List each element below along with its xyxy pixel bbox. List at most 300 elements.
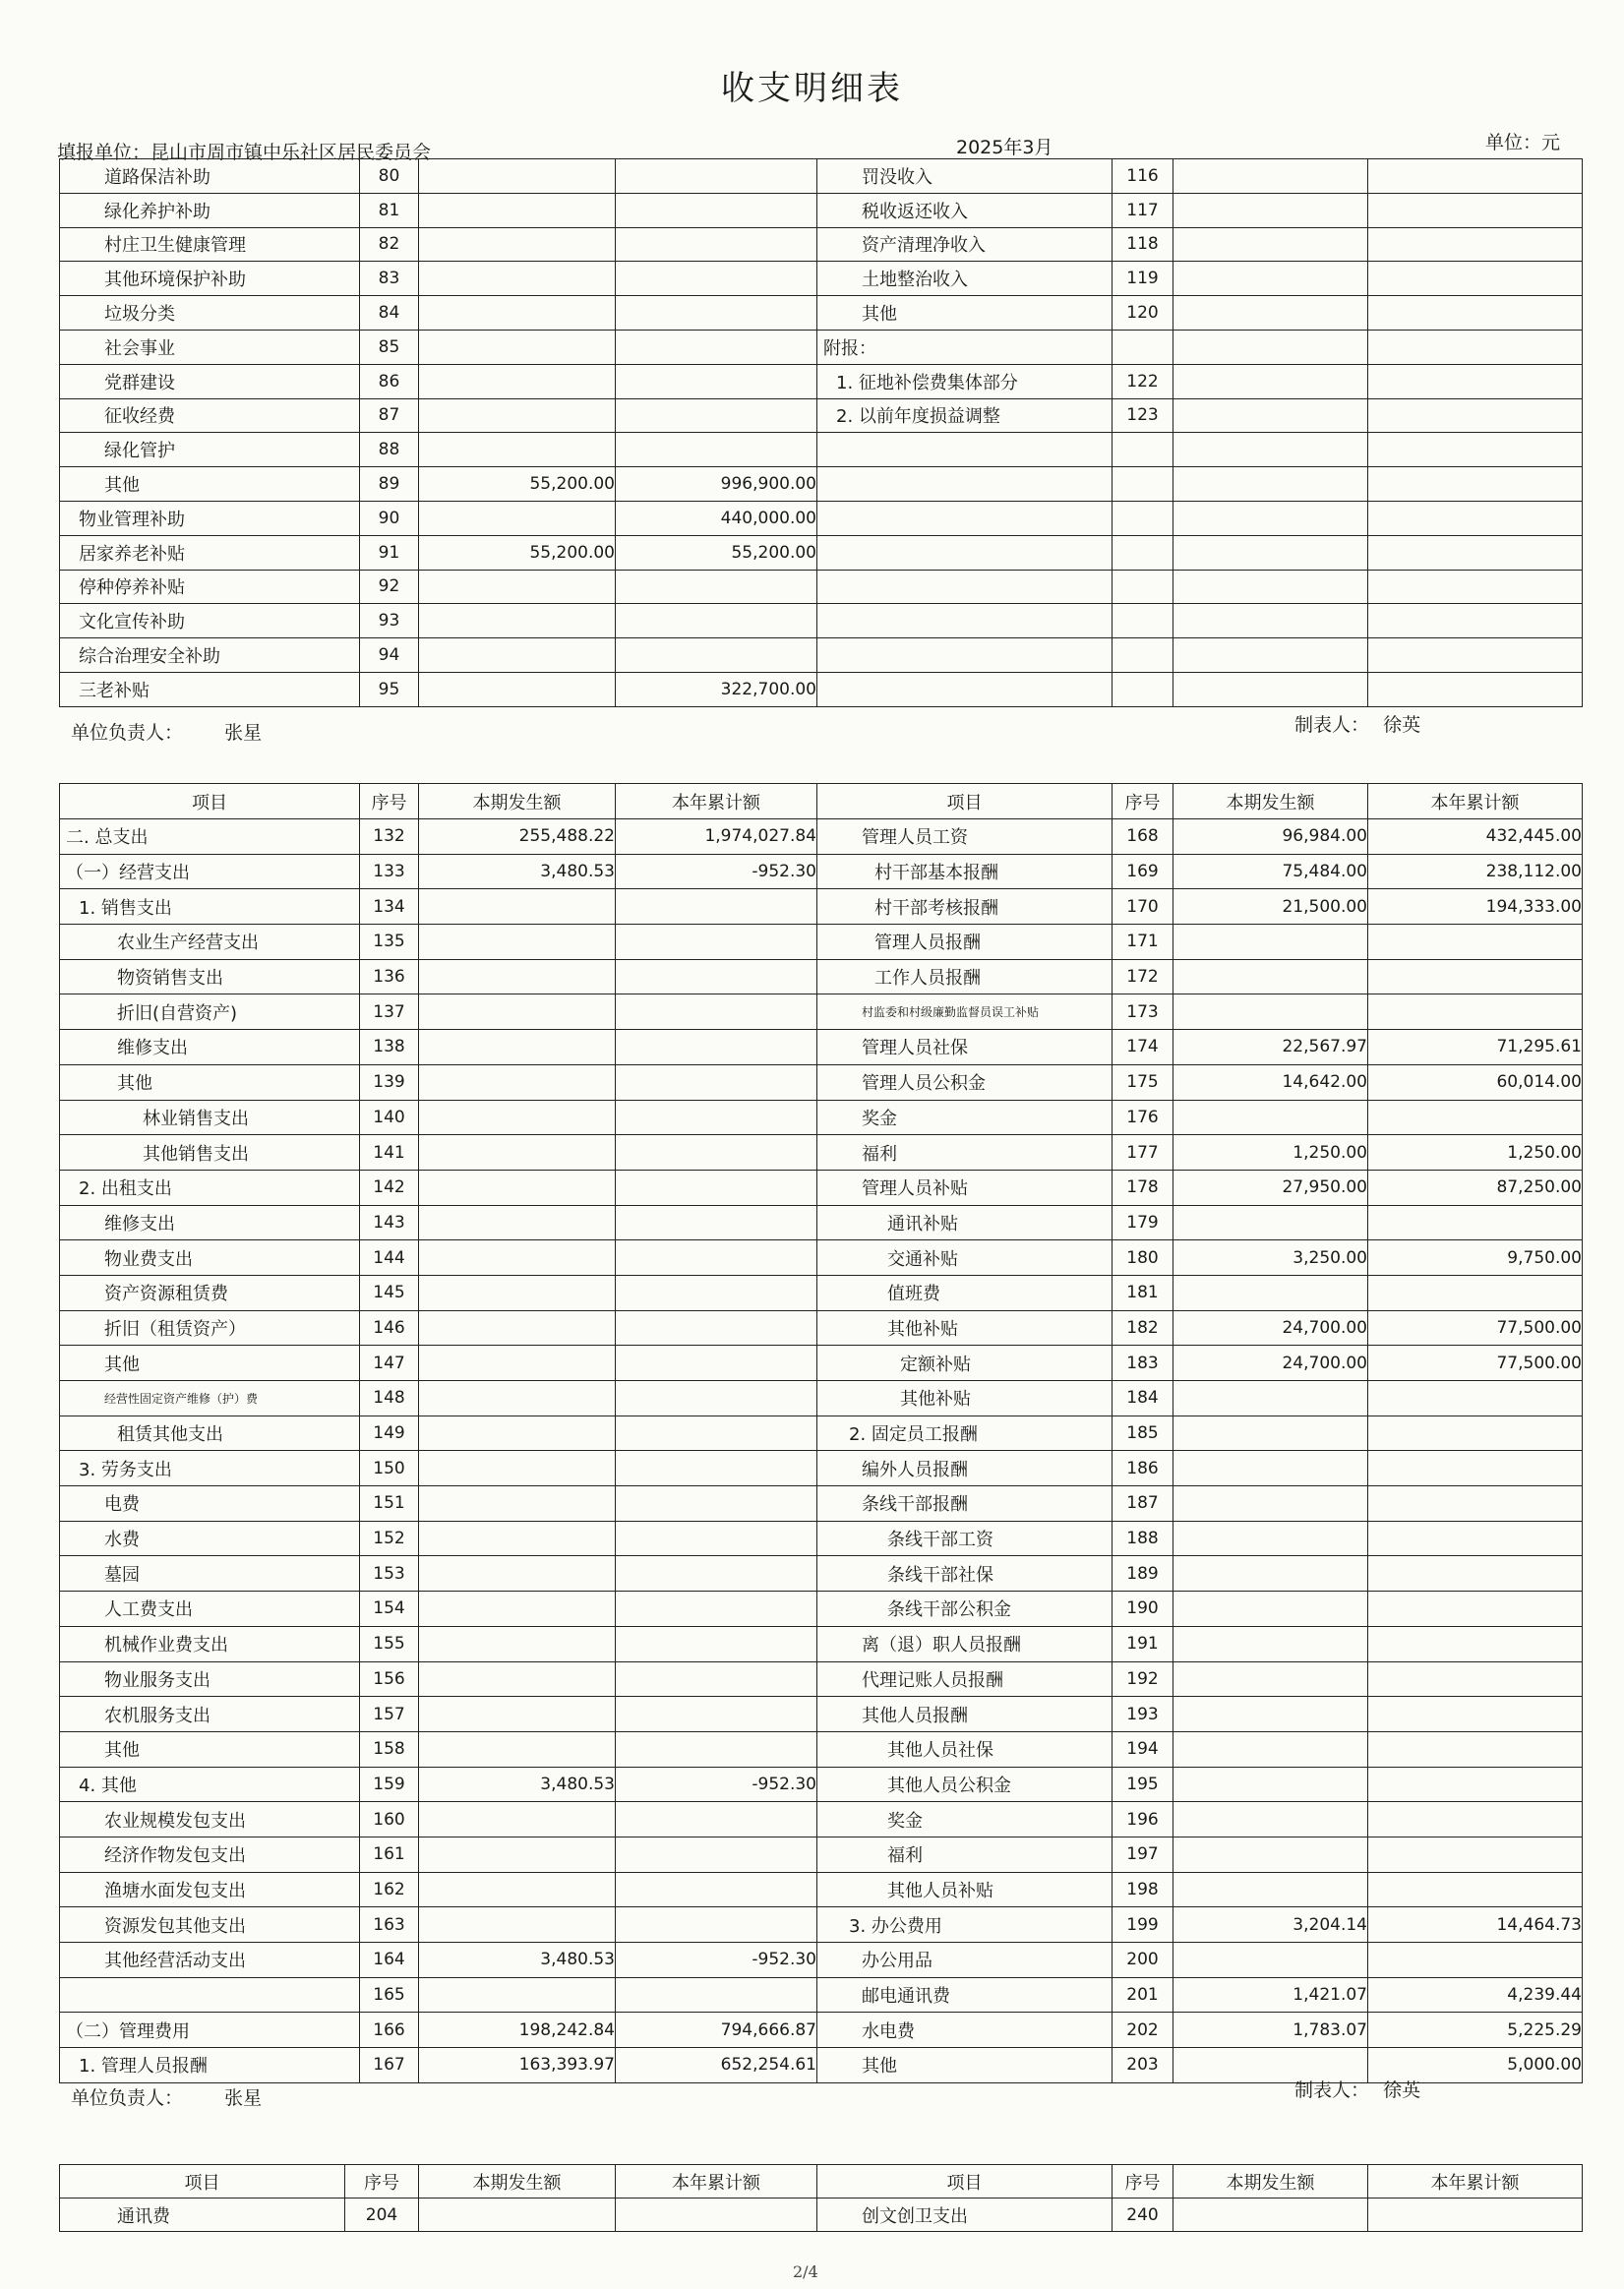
cell-seq: 193 xyxy=(1113,1697,1173,1732)
cell-current-amount xyxy=(1173,262,1368,296)
cell-ytd-amount xyxy=(616,1451,817,1486)
cell-ytd-amount: 322,700.00 xyxy=(616,672,817,706)
cell-current-amount xyxy=(419,638,616,673)
cell-item xyxy=(817,604,1113,638)
cell-item: 代理记账人员报酬 xyxy=(817,1661,1113,1697)
cell-current-amount: 1,783.07 xyxy=(1173,2013,1368,2048)
cell-current-amount xyxy=(1173,994,1368,1030)
cell-item: 林业销售支出 xyxy=(60,1100,360,1135)
table-row xyxy=(60,854,1583,889)
cell-item xyxy=(60,1977,360,2013)
col-header-ytd: 本年累计额 xyxy=(1368,2165,1583,2199)
cell-ytd-amount: 87,250.00 xyxy=(1368,1170,1583,1205)
cell-item: 水电费 xyxy=(817,2013,1113,2048)
cell-ytd-amount xyxy=(616,227,817,262)
unit-leader-name: 张星 xyxy=(224,722,263,744)
cell-ytd-amount xyxy=(616,398,817,433)
cell-ytd-amount xyxy=(1368,1275,1583,1310)
cell-ytd-amount xyxy=(616,159,817,194)
table-row xyxy=(60,959,1583,994)
cell-item: 三老补贴 xyxy=(60,672,360,706)
cell-item xyxy=(817,570,1113,604)
col-header-item: 项目 xyxy=(60,2165,345,2199)
cell-ytd-amount xyxy=(1368,1416,1583,1451)
cell-ytd-amount: 1,974,027.84 xyxy=(616,819,817,855)
table-row xyxy=(60,1100,1583,1135)
cell-item: 值班费 xyxy=(817,1275,1113,1310)
reporting-unit-name: 昆山市周市镇中乐社区居民委员会 xyxy=(150,142,432,163)
col-header-ytd: 本年累计额 xyxy=(616,2165,817,2199)
cell-item: 电费 xyxy=(60,1486,360,1522)
cell-seq: 153 xyxy=(360,1556,419,1592)
cell-current-amount xyxy=(419,1592,616,1627)
cell-current-amount xyxy=(1173,1767,1368,1802)
cell-item: 其他环境保护补助 xyxy=(60,262,360,296)
cell-ytd-amount xyxy=(616,1802,817,1837)
cell-ytd-amount xyxy=(616,1135,817,1171)
cell-seq: 80 xyxy=(360,159,419,194)
cell-current-amount xyxy=(1173,925,1368,960)
cell-item: 物业费支出 xyxy=(60,1240,360,1276)
table-row xyxy=(60,501,1583,535)
cell-current-amount: 3,480.53 xyxy=(419,1943,616,1978)
cell-item: 福利 xyxy=(817,1837,1113,1872)
cell-seq: 166 xyxy=(360,2013,419,2048)
cell-current-amount xyxy=(419,1240,616,1276)
table-header-row xyxy=(60,2165,1583,2199)
cell-current-amount xyxy=(1173,959,1368,994)
table-row xyxy=(60,1064,1583,1100)
cell-item: （二）管理费用 xyxy=(60,2013,360,2048)
cell-seq: 182 xyxy=(1113,1310,1173,1346)
cell-ytd-amount xyxy=(1368,1872,1583,1907)
cell-current-amount xyxy=(419,330,616,364)
cell-ytd-amount xyxy=(1368,262,1583,296)
cell-item xyxy=(817,638,1113,673)
table-row xyxy=(60,535,1583,570)
cell-item: 停种停养补贴 xyxy=(60,570,360,604)
cell-ytd-amount: 440,000.00 xyxy=(616,501,817,535)
cell-item: 道路保洁补助 xyxy=(60,159,360,194)
cell-ytd-amount xyxy=(616,1416,817,1451)
cell-item: 资源发包其他支出 xyxy=(60,1907,360,1943)
cell-ytd-amount xyxy=(616,330,817,364)
cell-ytd-amount xyxy=(616,638,817,673)
cell-ytd-amount: 238,112.00 xyxy=(1368,854,1583,889)
cell-ytd-amount: 77,500.00 xyxy=(1368,1346,1583,1381)
cell-seq: 185 xyxy=(1113,1416,1173,1451)
cell-item: 附报： xyxy=(817,330,1113,364)
cell-ytd-amount xyxy=(616,1100,817,1135)
cell-ytd-amount: -952.30 xyxy=(616,854,817,889)
cell-current-amount xyxy=(419,433,616,467)
cell-seq: 84 xyxy=(360,296,419,331)
cell-seq: 195 xyxy=(1113,1767,1173,1802)
cell-item: 物业管理补助 xyxy=(60,501,360,535)
cell-current-amount xyxy=(1173,1451,1368,1486)
cell-ytd-amount xyxy=(1368,925,1583,960)
table-row xyxy=(60,2199,1583,2232)
cell-item: 折旧（租赁资产） xyxy=(60,1310,360,1346)
cell-current-amount: 27,950.00 xyxy=(1173,1170,1368,1205)
cell-item: 经营性固定资产维修（护）费 xyxy=(60,1381,360,1416)
cell-seq: 116 xyxy=(1113,159,1173,194)
cell-item: 农业生产经营支出 xyxy=(60,925,360,960)
cell-ytd-amount xyxy=(616,2199,817,2232)
cell-current-amount xyxy=(419,1135,616,1171)
cell-item: 农机服务支出 xyxy=(60,1697,360,1732)
table-row xyxy=(60,193,1583,227)
cell-current-amount xyxy=(1173,638,1368,673)
cell-current-amount xyxy=(419,1064,616,1100)
cell-ytd-amount xyxy=(1368,1767,1583,1802)
table-row xyxy=(60,1872,1583,1907)
cell-current-amount xyxy=(1173,1837,1368,1872)
col-header-current: 本期发生额 xyxy=(1173,2165,1368,2199)
cell-seq: 92 xyxy=(360,570,419,604)
cell-seq: 154 xyxy=(360,1592,419,1627)
cell-item: 墓园 xyxy=(60,1556,360,1592)
cell-current-amount xyxy=(419,1907,616,1943)
cell-item: 条线干部报酬 xyxy=(817,1486,1113,1522)
table-row xyxy=(60,1977,1583,2013)
cell-seq: 141 xyxy=(360,1135,419,1171)
cell-current-amount xyxy=(1173,193,1368,227)
cell-ytd-amount xyxy=(1368,672,1583,706)
cell-current-amount xyxy=(419,889,616,925)
cell-seq xyxy=(1113,604,1173,638)
cell-seq xyxy=(1113,330,1173,364)
table-row xyxy=(60,1943,1583,1978)
cell-seq: 93 xyxy=(360,604,419,638)
reporting-unit-label: 填报单位： xyxy=(57,142,151,163)
cell-current-amount xyxy=(419,2199,616,2232)
cell-ytd-amount xyxy=(616,1381,817,1416)
cell-ytd-amount xyxy=(1368,638,1583,673)
cell-seq: 168 xyxy=(1113,819,1173,855)
cell-seq xyxy=(1113,672,1173,706)
cell-current-amount xyxy=(1173,227,1368,262)
cell-seq: 138 xyxy=(360,1030,419,1065)
cell-ytd-amount xyxy=(616,193,817,227)
cell-ytd-amount xyxy=(1368,535,1583,570)
cell-current-amount xyxy=(1173,1416,1368,1451)
cell-item: 4. 其他 xyxy=(60,1767,360,1802)
cell-current-amount xyxy=(419,1030,616,1065)
cell-item: 居家养老补贴 xyxy=(60,535,360,570)
cell-ytd-amount: 14,464.73 xyxy=(1368,1907,1583,1943)
cell-seq: 190 xyxy=(1113,1592,1173,1627)
cell-seq: 89 xyxy=(360,467,419,502)
cell-seq: 176 xyxy=(1113,1100,1173,1135)
cell-item: 折旧(自营资产) xyxy=(60,994,360,1030)
cell-current-amount xyxy=(419,672,616,706)
cell-current-amount xyxy=(1173,1731,1368,1767)
cell-seq: 173 xyxy=(1113,994,1173,1030)
cell-current-amount xyxy=(1173,1205,1368,1240)
cell-seq: 240 xyxy=(1113,2199,1173,2232)
table-row xyxy=(60,1030,1583,1065)
cell-seq: 169 xyxy=(1113,854,1173,889)
cell-ytd-amount: 4,239.44 xyxy=(1368,1977,1583,2013)
cell-current-amount xyxy=(419,1205,616,1240)
cell-seq: 117 xyxy=(1113,193,1173,227)
cell-ytd-amount xyxy=(1368,1837,1583,1872)
cell-seq: 81 xyxy=(360,193,419,227)
cell-item: 工作人员报酬 xyxy=(817,959,1113,994)
cell-seq: 123 xyxy=(1113,398,1173,433)
cell-item: 其他 xyxy=(60,1064,360,1100)
cell-item: 离（退）职人员报酬 xyxy=(817,1626,1113,1661)
cell-seq: 187 xyxy=(1113,1486,1173,1522)
cell-item: 土地整治收入 xyxy=(817,262,1113,296)
table-row xyxy=(60,889,1583,925)
table-row xyxy=(60,570,1583,604)
cell-item: 征收经费 xyxy=(60,398,360,433)
cell-current-amount xyxy=(419,364,616,398)
cell-item: 文化宣传补助 xyxy=(60,604,360,638)
table-row xyxy=(60,1661,1583,1697)
cell-ytd-amount xyxy=(616,1521,817,1556)
cell-ytd-amount xyxy=(1368,959,1583,994)
cell-ytd-amount: 996,900.00 xyxy=(616,467,817,502)
cell-item xyxy=(817,433,1113,467)
col-header-item: 项目 xyxy=(817,784,1113,819)
cell-seq: 132 xyxy=(360,819,419,855)
cell-item: 其他销售支出 xyxy=(60,1135,360,1171)
cell-current-amount xyxy=(419,1802,616,1837)
cell-item: 其他人员公积金 xyxy=(817,1767,1113,1802)
cell-seq: 87 xyxy=(360,398,419,433)
cell-seq: 140 xyxy=(360,1100,419,1135)
cell-current-amount: 1,250.00 xyxy=(1173,1135,1368,1171)
cell-current-amount: 14,642.00 xyxy=(1173,1064,1368,1100)
cell-ytd-amount xyxy=(1368,330,1583,364)
cell-seq: 150 xyxy=(360,1451,419,1486)
cell-item: 村干部考核报酬 xyxy=(817,889,1113,925)
cell-ytd-amount xyxy=(1368,296,1583,331)
cell-seq: 119 xyxy=(1113,262,1173,296)
table-row xyxy=(60,1205,1583,1240)
cell-seq: 145 xyxy=(360,1275,419,1310)
cell-seq: 88 xyxy=(360,433,419,467)
col-header-seq: 序号 xyxy=(1113,784,1173,819)
cell-seq: 162 xyxy=(360,1872,419,1907)
cell-current-amount xyxy=(419,1451,616,1486)
cell-seq: 158 xyxy=(360,1731,419,1767)
cell-ytd-amount xyxy=(1368,1451,1583,1486)
cell-ytd-amount: 60,014.00 xyxy=(1368,1064,1583,1100)
col-header-current: 本期发生额 xyxy=(419,2165,616,2199)
cell-current-amount xyxy=(419,1837,616,1872)
cell-current-amount xyxy=(419,1100,616,1135)
cell-seq: 85 xyxy=(360,330,419,364)
cell-ytd-amount xyxy=(1368,433,1583,467)
table-row xyxy=(60,1381,1583,1416)
cell-seq: 118 xyxy=(1113,227,1173,262)
table-row xyxy=(60,1310,1583,1346)
cell-current-amount: 96,984.00 xyxy=(1173,819,1368,855)
cell-current-amount xyxy=(1173,1943,1368,1978)
cell-seq: 144 xyxy=(360,1240,419,1276)
cell-current-amount: 21,500.00 xyxy=(1173,889,1368,925)
cell-item: 邮电通讯费 xyxy=(817,1977,1113,2013)
expense-detail-table-continued xyxy=(59,2164,1583,2232)
unit-leader-1 xyxy=(71,718,262,745)
table-row xyxy=(60,364,1583,398)
page-number: 2/4 xyxy=(793,2262,818,2281)
cell-ytd-amount xyxy=(1368,570,1583,604)
cell-current-amount xyxy=(419,398,616,433)
cell-current-amount xyxy=(419,1310,616,1346)
cell-seq: 202 xyxy=(1113,2013,1173,2048)
cell-seq: 192 xyxy=(1113,1661,1173,1697)
expense-detail-table xyxy=(59,783,1583,2083)
table-row xyxy=(60,1240,1583,1276)
preparer-name: 徐英 xyxy=(1383,714,1421,736)
cell-current-amount xyxy=(419,1521,616,1556)
cell-ytd-amount xyxy=(616,1205,817,1240)
table-row xyxy=(60,925,1583,960)
cell-seq: 165 xyxy=(360,1977,419,2013)
cell-current-amount: 3,480.53 xyxy=(419,854,616,889)
cell-current-amount xyxy=(1173,1381,1368,1416)
table-header-row xyxy=(60,784,1583,819)
cell-seq: 196 xyxy=(1113,1802,1173,1837)
col-header-ytd: 本年累计额 xyxy=(1368,784,1583,819)
cell-seq: 147 xyxy=(360,1346,419,1381)
cell-item: 创文创卫支出 xyxy=(817,2199,1113,2232)
cell-item: 经济作物发包支出 xyxy=(60,1837,360,1872)
cell-ytd-amount: 1,250.00 xyxy=(1368,1135,1583,1171)
cell-current-amount xyxy=(1173,1100,1368,1135)
cell-seq: 197 xyxy=(1113,1837,1173,1872)
cell-seq: 201 xyxy=(1113,1977,1173,2013)
table-row xyxy=(60,1416,1583,1451)
cell-ytd-amount xyxy=(1368,1697,1583,1732)
cell-current-amount xyxy=(1173,1592,1368,1627)
unit-leader-name: 张星 xyxy=(224,2087,263,2109)
cell-current-amount xyxy=(1173,1802,1368,1837)
cell-ytd-amount xyxy=(616,1556,817,1592)
cell-seq: 183 xyxy=(1113,1346,1173,1381)
cell-ytd-amount: -952.30 xyxy=(616,1767,817,1802)
cell-current-amount xyxy=(419,570,616,604)
cell-item: 绿化养护补助 xyxy=(60,193,360,227)
cell-current-amount xyxy=(1173,672,1368,706)
cell-item: 其他 xyxy=(60,1731,360,1767)
cell-seq: 146 xyxy=(360,1310,419,1346)
cell-seq xyxy=(1113,501,1173,535)
cell-item: 综合治理安全补助 xyxy=(60,638,360,673)
col-header-seq: 序号 xyxy=(360,784,419,819)
cell-current-amount: 55,200.00 xyxy=(419,467,616,502)
table-row xyxy=(60,1731,1583,1767)
cell-current-amount xyxy=(1173,398,1368,433)
cell-seq: 198 xyxy=(1113,1872,1173,1907)
table-row xyxy=(60,1837,1583,1872)
preparer-2 xyxy=(1294,2076,1420,2102)
cell-item: 其他补贴 xyxy=(817,1310,1113,1346)
cell-ytd-amount xyxy=(1368,1556,1583,1592)
cell-ytd-amount xyxy=(616,570,817,604)
cell-item: 资产资源租赁费 xyxy=(60,1275,360,1310)
cell-ytd-amount xyxy=(1368,1943,1583,1978)
cell-current-amount xyxy=(419,1486,616,1522)
cell-item: 社会事业 xyxy=(60,330,360,364)
table-row xyxy=(60,1486,1583,1522)
cell-item: 物资销售支出 xyxy=(60,959,360,994)
cell-current-amount xyxy=(419,262,616,296)
cell-current-amount xyxy=(419,994,616,1030)
cell-seq: 204 xyxy=(345,2199,419,2232)
cell-current-amount xyxy=(419,604,616,638)
cell-current-amount xyxy=(1173,1697,1368,1732)
cell-current-amount: 198,242.84 xyxy=(419,2013,616,2048)
cell-ytd-amount: 55,200.00 xyxy=(616,535,817,570)
cell-item: 绿化管护 xyxy=(60,433,360,467)
cell-current-amount xyxy=(419,296,616,331)
table-row xyxy=(60,1135,1583,1171)
cell-seq: 179 xyxy=(1113,1205,1173,1240)
cell-seq: 159 xyxy=(360,1767,419,1802)
cell-seq: 167 xyxy=(360,2048,419,2083)
unit-leader-label: 单位负责人： xyxy=(71,2087,184,2109)
table-row xyxy=(60,330,1583,364)
col-header-current: 本期发生额 xyxy=(419,784,616,819)
table-row xyxy=(60,467,1583,502)
preparer-label: 制表人： xyxy=(1294,2079,1370,2101)
cell-ytd-amount: 5,000.00 xyxy=(1368,2048,1583,2083)
col-header-seq: 序号 xyxy=(1113,2165,1173,2199)
cell-current-amount xyxy=(1173,2199,1368,2232)
table-row xyxy=(60,296,1583,331)
table-row xyxy=(60,1907,1583,1943)
cell-seq: 200 xyxy=(1113,1943,1173,1978)
cell-current-amount xyxy=(419,1697,616,1732)
cell-seq: 180 xyxy=(1113,1240,1173,1276)
cell-seq: 178 xyxy=(1113,1170,1173,1205)
cell-seq: 186 xyxy=(1113,1451,1173,1486)
cell-item: 其他 xyxy=(60,1346,360,1381)
table-row xyxy=(60,1556,1583,1592)
cell-current-amount xyxy=(1173,570,1368,604)
cell-ytd-amount xyxy=(616,994,817,1030)
cell-seq: 91 xyxy=(360,535,419,570)
cell-current-amount xyxy=(419,1346,616,1381)
cell-item: 税收返还收入 xyxy=(817,193,1113,227)
cell-item: 奖金 xyxy=(817,1802,1113,1837)
cell-seq xyxy=(1113,638,1173,673)
cell-current-amount: 1,421.07 xyxy=(1173,1977,1368,2013)
cell-ytd-amount xyxy=(1368,1381,1583,1416)
cell-ytd-amount: 652,254.61 xyxy=(616,2048,817,2083)
cell-ytd-amount xyxy=(616,296,817,331)
cell-ytd-amount xyxy=(1368,1521,1583,1556)
cell-current-amount xyxy=(1173,467,1368,502)
cell-item: 资产清理净收入 xyxy=(817,227,1113,262)
cell-current-amount xyxy=(419,159,616,194)
cell-ytd-amount xyxy=(1368,193,1583,227)
cell-item: 其他 xyxy=(60,467,360,502)
cell-item: 定额补贴 xyxy=(817,1346,1113,1381)
cell-current-amount xyxy=(1173,1486,1368,1522)
table-row xyxy=(60,398,1583,433)
cell-item: 3. 办公费用 xyxy=(817,1907,1113,1943)
cell-item: 1. 管理人员报酬 xyxy=(60,2048,360,2083)
cell-seq: 143 xyxy=(360,1205,419,1240)
cell-seq: 155 xyxy=(360,1626,419,1661)
